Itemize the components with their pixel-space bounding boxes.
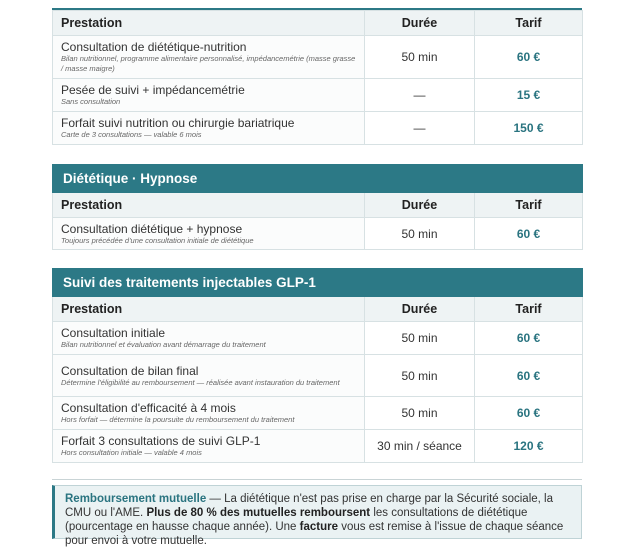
- service-cell: [53, 355, 365, 397]
- note-text: — La diététique n'est pas prise en charge par la Sécurité sociale, la CMU ou l'AME.: [65, 493, 553, 519]
- duration-cell: 50 min: [365, 218, 475, 250]
- price-cell: 60 €: [475, 355, 583, 397]
- service-cell: [53, 322, 365, 355]
- pricing-table-glp1: [52, 268, 583, 463]
- service-name: Consultation initiale: [61, 326, 166, 340]
- section-title: Suivi des traitements injectables GLP-1: [53, 269, 583, 297]
- note-text: vous est remise à l'issue de chaque séance pour envoi à votre mutuelle.: [65, 521, 564, 547]
- duration-cell: —: [365, 112, 475, 145]
- duration-cell: 30 min / séance: [365, 430, 475, 463]
- service-name: Consultation d'efficacité à 4 mois: [61, 401, 236, 415]
- table-header-row: [53, 297, 583, 322]
- column-header-tarif: Tarif: [475, 297, 583, 322]
- note-bold: Plus de 80 % des mutuelles remboursent: [146, 507, 371, 519]
- table-row: [53, 322, 583, 355]
- column-header-duree: Durée: [365, 193, 475, 218]
- column-header-prestation: Prestation: [53, 297, 365, 322]
- reimbursement-note: [52, 485, 582, 547]
- service-description: Détermine l'éligibilité au remboursement — réalisée avant instauration du traitement: [61, 377, 340, 387]
- column-header-tarif: Tarif: [475, 193, 583, 218]
- service-cell: [53, 218, 365, 250]
- service-cell: [53, 36, 365, 79]
- duration-cell: 50 min: [365, 322, 475, 355]
- table-row: [53, 112, 583, 145]
- note-text: les consultations de diététique (pourcentage en hausse chaque année). Une: [65, 507, 528, 533]
- service-description: Bilan nutritionnel et évaluation avant démarrage du traitement: [61, 340, 266, 349]
- section-title: Diététique · Hypnose: [53, 165, 583, 193]
- service-name: Forfait suivi nutrition ou chirurgie bariatrique: [61, 116, 295, 130]
- column-header-duree: Durée: [365, 297, 475, 322]
- price-cell: 120 €: [475, 430, 583, 463]
- service-cell: [53, 430, 365, 463]
- price-cell: 60 €: [475, 322, 583, 355]
- pricing-table-hypnose: [52, 164, 583, 250]
- service-cell: [53, 112, 365, 145]
- price-cell: 60 €: [475, 397, 583, 430]
- duration-cell: —: [365, 79, 475, 112]
- service-description: Hors forfait — détermine la poursuite du remboursement du traitement: [61, 415, 295, 424]
- table-header-row: [53, 11, 583, 36]
- table-header-row: [53, 193, 583, 218]
- price-cell: 15 €: [475, 79, 583, 112]
- table-row: [53, 79, 583, 112]
- column-header-prestation: Prestation: [53, 193, 365, 218]
- service-description: Carte de 3 consultations — valable 6 mois: [61, 130, 202, 139]
- table-row: [53, 218, 583, 250]
- note-bold: facture: [299, 521, 339, 533]
- service-name: Forfait 3 consultations de suivi GLP-1: [61, 434, 261, 448]
- service-description: Toujours précédée d'une consultation initiale de diététique: [61, 235, 254, 245]
- divider: [52, 479, 582, 480]
- service-description: Bilan nutritionnel, programme alimentaire personnalisé, impédancemétrie (masse grasse / masse maigre): [61, 54, 356, 73]
- duration-cell: 50 min: [365, 397, 475, 430]
- service-description: Hors consultation initiale — valable 4 mois: [61, 448, 202, 457]
- column-header-duree: Durée: [365, 11, 475, 36]
- price-cell: 60 €: [475, 218, 583, 250]
- table-row: [53, 36, 583, 79]
- service-name: Consultation diététique + hypnose: [61, 221, 243, 236]
- service-name: Pesée de suivi + impédancemétrie: [61, 83, 245, 97]
- table-row: [53, 355, 583, 397]
- duration-cell: 50 min: [365, 355, 475, 397]
- column-header-prestation: Prestation: [53, 11, 365, 36]
- table-row: [53, 430, 583, 463]
- service-cell: [53, 397, 365, 430]
- service-cell: [53, 79, 365, 112]
- table-row: [53, 397, 583, 430]
- service-name: Consultation de bilan final: [61, 363, 199, 378]
- price-cell: 60 €: [475, 36, 583, 79]
- pricing-table-dietetique: [52, 10, 583, 145]
- column-header-tarif: Tarif: [475, 11, 583, 36]
- service-name: Consultation de diététique-nutrition: [61, 40, 247, 54]
- service-description: Sans consultation: [61, 97, 121, 106]
- duration-cell: 50 min: [365, 36, 475, 79]
- note-lead: Remboursement mutuelle: [65, 493, 207, 505]
- price-cell: 150 €: [475, 112, 583, 145]
